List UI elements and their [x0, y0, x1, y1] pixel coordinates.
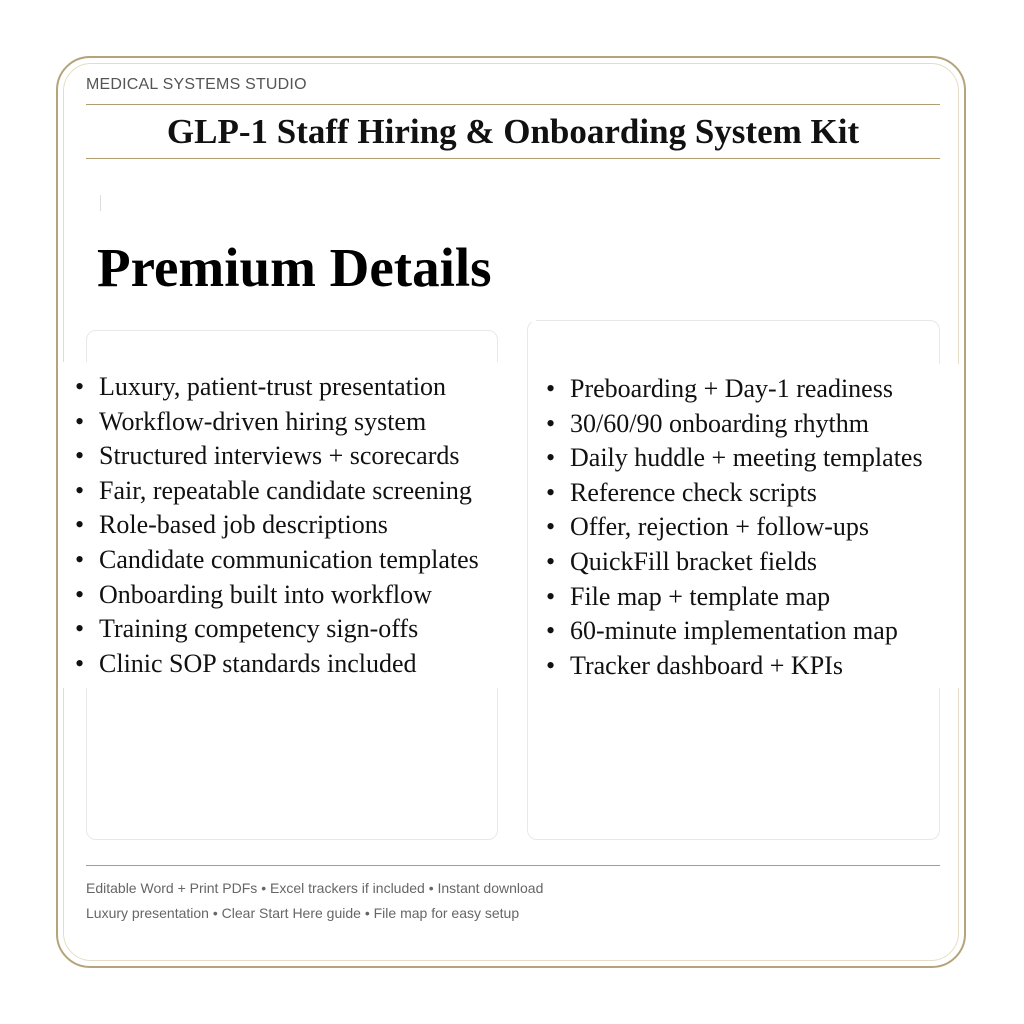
- decorative-mark: [100, 195, 101, 211]
- page-title: GLP-1 Staff Hiring & Onboarding System Kit: [166, 112, 860, 151]
- list-item: • File map + template map: [546, 580, 923, 615]
- footer-rule: [86, 865, 940, 866]
- footer-line-2: Luxury presentation • Clear Start Here guide • File map for easy setup: [86, 905, 520, 921]
- footer-line-1: Editable Word + Print PDFs • Excel trackers if included • Instant download: [86, 880, 544, 896]
- list-item: • 30/60/90 onboarding rhythm: [546, 407, 923, 442]
- list-item: • Tracker dashboard + KPIs: [546, 649, 923, 684]
- list-item: • Clinic SOP standards included: [75, 647, 479, 682]
- right-feature-list: [546, 372, 923, 683]
- list-item: • Training competency sign-offs: [75, 612, 479, 647]
- list-item: • Fair, repeatable candidate screening: [75, 474, 479, 509]
- left-feature-list: [75, 370, 479, 681]
- header-rule-bottom: [86, 158, 940, 159]
- list-item: • Structured interviews + scorecards: [75, 439, 479, 474]
- section-heading: Premium Details: [97, 237, 492, 298]
- list-item: • Luxury, patient-trust presentation: [75, 370, 479, 405]
- list-item: • Reference check scripts: [546, 476, 923, 511]
- list-item: • Daily huddle + meeting templates: [546, 441, 923, 476]
- list-item: • Onboarding built into workflow: [75, 578, 479, 613]
- list-item: • 60-minute implementation map: [546, 614, 923, 649]
- header-rule-top: [86, 104, 940, 105]
- list-item: • Offer, rejection + follow-ups: [546, 510, 923, 545]
- brand-label: MEDICAL SYSTEMS STUDIO: [86, 76, 307, 93]
- list-item: • Candidate communication templates: [75, 543, 479, 578]
- list-item: • Workflow-driven hiring system: [75, 405, 479, 440]
- list-item: • QuickFill bracket fields: [546, 545, 923, 580]
- list-item: • Preboarding + Day-1 readiness: [546, 372, 923, 407]
- list-item: • Role-based job descriptions: [75, 508, 479, 543]
